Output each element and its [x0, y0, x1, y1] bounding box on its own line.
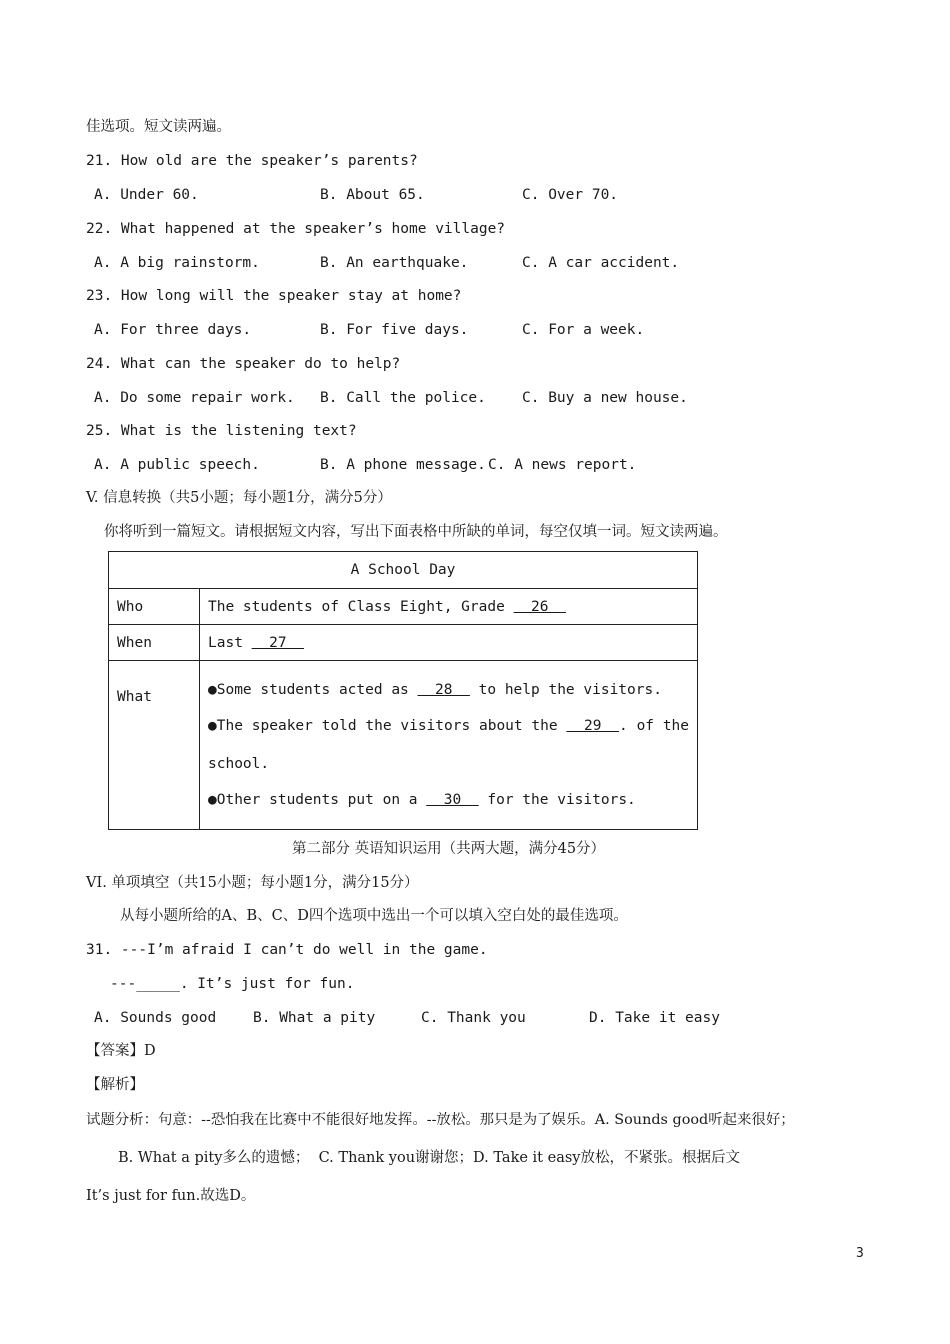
table-title: A School Day: [109, 552, 698, 589]
question-21-option-b: B. About 65.: [320, 187, 425, 203]
bullet-2-pre: ●The speaker told the visitors about the: [208, 718, 567, 734]
intro-line: 佳选项。短文读两遍。: [86, 119, 231, 135]
section-6-heading: VI. 单项填空（共15小题；每小题1分，满分15分）: [86, 875, 419, 891]
what-bullet-3: [208, 783, 689, 817]
question-22-option-c: C. A car accident.: [522, 255, 680, 271]
question-21-option-a: A. Under 60.: [94, 187, 199, 203]
part-2-heading: 第二部分 英语知识运用（共两大题，满分45分）: [292, 841, 606, 857]
question-23-option-c: C. For a week.: [522, 322, 645, 338]
question-25-stem: 25. What is the listening text?: [86, 423, 357, 439]
when-text: Last: [208, 634, 252, 651]
section-6-instruction: 从每小题所给的A、B、C、D四个选项中选出一个可以填入空白处的最佳选项。: [120, 908, 628, 924]
question-22-option-a: A. A big rainstorm.: [94, 255, 260, 271]
when-cell: [200, 625, 698, 661]
question-23-stem: 23. How long will the speaker stay at home?: [86, 288, 462, 304]
question-25-option-a: A. A public speech.: [94, 457, 260, 473]
what-label: What: [109, 661, 200, 830]
page-number: 3: [856, 1246, 864, 1261]
answer-label: 【答案】D: [86, 1043, 156, 1059]
analysis-line-1: 试题分析：句意：--恐怕我在比赛中不能很好地发挥。--放松。那只是为了娱乐。A. Sounds good听起来很好；: [86, 1112, 795, 1128]
question-22-option-b: B. An earthquake.: [320, 255, 469, 271]
question-31-line-2: ---_____. It’s just for fun.: [110, 976, 355, 992]
what-cell: [200, 661, 698, 830]
when-label: When: [109, 625, 200, 661]
question-23-option-b: B. For five days.: [320, 322, 469, 338]
blank-28: 28: [417, 682, 470, 698]
section-5-instruction: 你将听到一篇短文。请根据短文内容，写出下面表格中所缺的单词，每空仅填一词。短文读两遍。: [104, 524, 728, 540]
question-24-stem: 24. What can the speaker do to help?: [86, 356, 401, 372]
bullet-3-pre: ●Other students put on a: [208, 792, 427, 808]
blank-27: 27: [251, 634, 305, 651]
question-31-line-1: 31. ---I’m afraid I can’t do well in the game.: [86, 942, 488, 958]
who-cell: [200, 589, 698, 625]
section-5-heading: V. 信息转换（共5小题；每小题1分，满分5分）: [86, 490, 392, 506]
question-31-option-c: C. Thank you: [421, 1010, 526, 1026]
analysis-label: 【解析】: [86, 1077, 144, 1093]
bullet-2-post: . of the school.: [208, 718, 698, 772]
question-23-option-a: A. For three days.: [94, 322, 252, 338]
question-24-option-b: B. Call the police.: [320, 390, 486, 406]
question-21-stem: 21. How old are the speaker’s parents?: [86, 153, 418, 169]
blank-26: 26: [513, 598, 566, 615]
question-31-option-d: D. Take it easy: [589, 1010, 720, 1026]
who-label: Who: [109, 589, 200, 625]
school-day-table: [108, 551, 698, 830]
analysis-line-2: B. What a pity多么的遗憾； C. Thank you谢谢您；D. Take it easy放松，不紧张。根据后文: [118, 1150, 740, 1166]
blank-29: 29: [566, 718, 620, 734]
question-25-option-b: B. A phone message.: [320, 457, 486, 473]
question-22-stem: 22. What happened at the speaker’s home village?: [86, 221, 506, 237]
question-31-option-a: A. Sounds good: [94, 1010, 217, 1026]
question-21-option-c: C. Over 70.: [522, 187, 619, 203]
analysis-line-3: It’s just for fun.故选D。: [86, 1188, 256, 1204]
question-24-option-c: C. Buy a new house.: [522, 390, 688, 406]
blank-30: 30: [426, 792, 479, 808]
bullet-1-post: to help the visitors.: [469, 682, 662, 698]
question-24-option-a: A. Do some repair work.: [94, 390, 295, 406]
what-bullet-1: [208, 673, 689, 707]
question-31-option-b: B. What a pity: [253, 1010, 376, 1026]
question-25-option-c: C. A news report.: [488, 457, 637, 473]
who-text: The students of Class Eight, Grade: [208, 598, 514, 615]
bullet-3-post: for the visitors.: [478, 792, 636, 808]
bullet-1-pre: ●Some students acted as: [208, 682, 418, 698]
what-bullet-2: [208, 707, 698, 783]
